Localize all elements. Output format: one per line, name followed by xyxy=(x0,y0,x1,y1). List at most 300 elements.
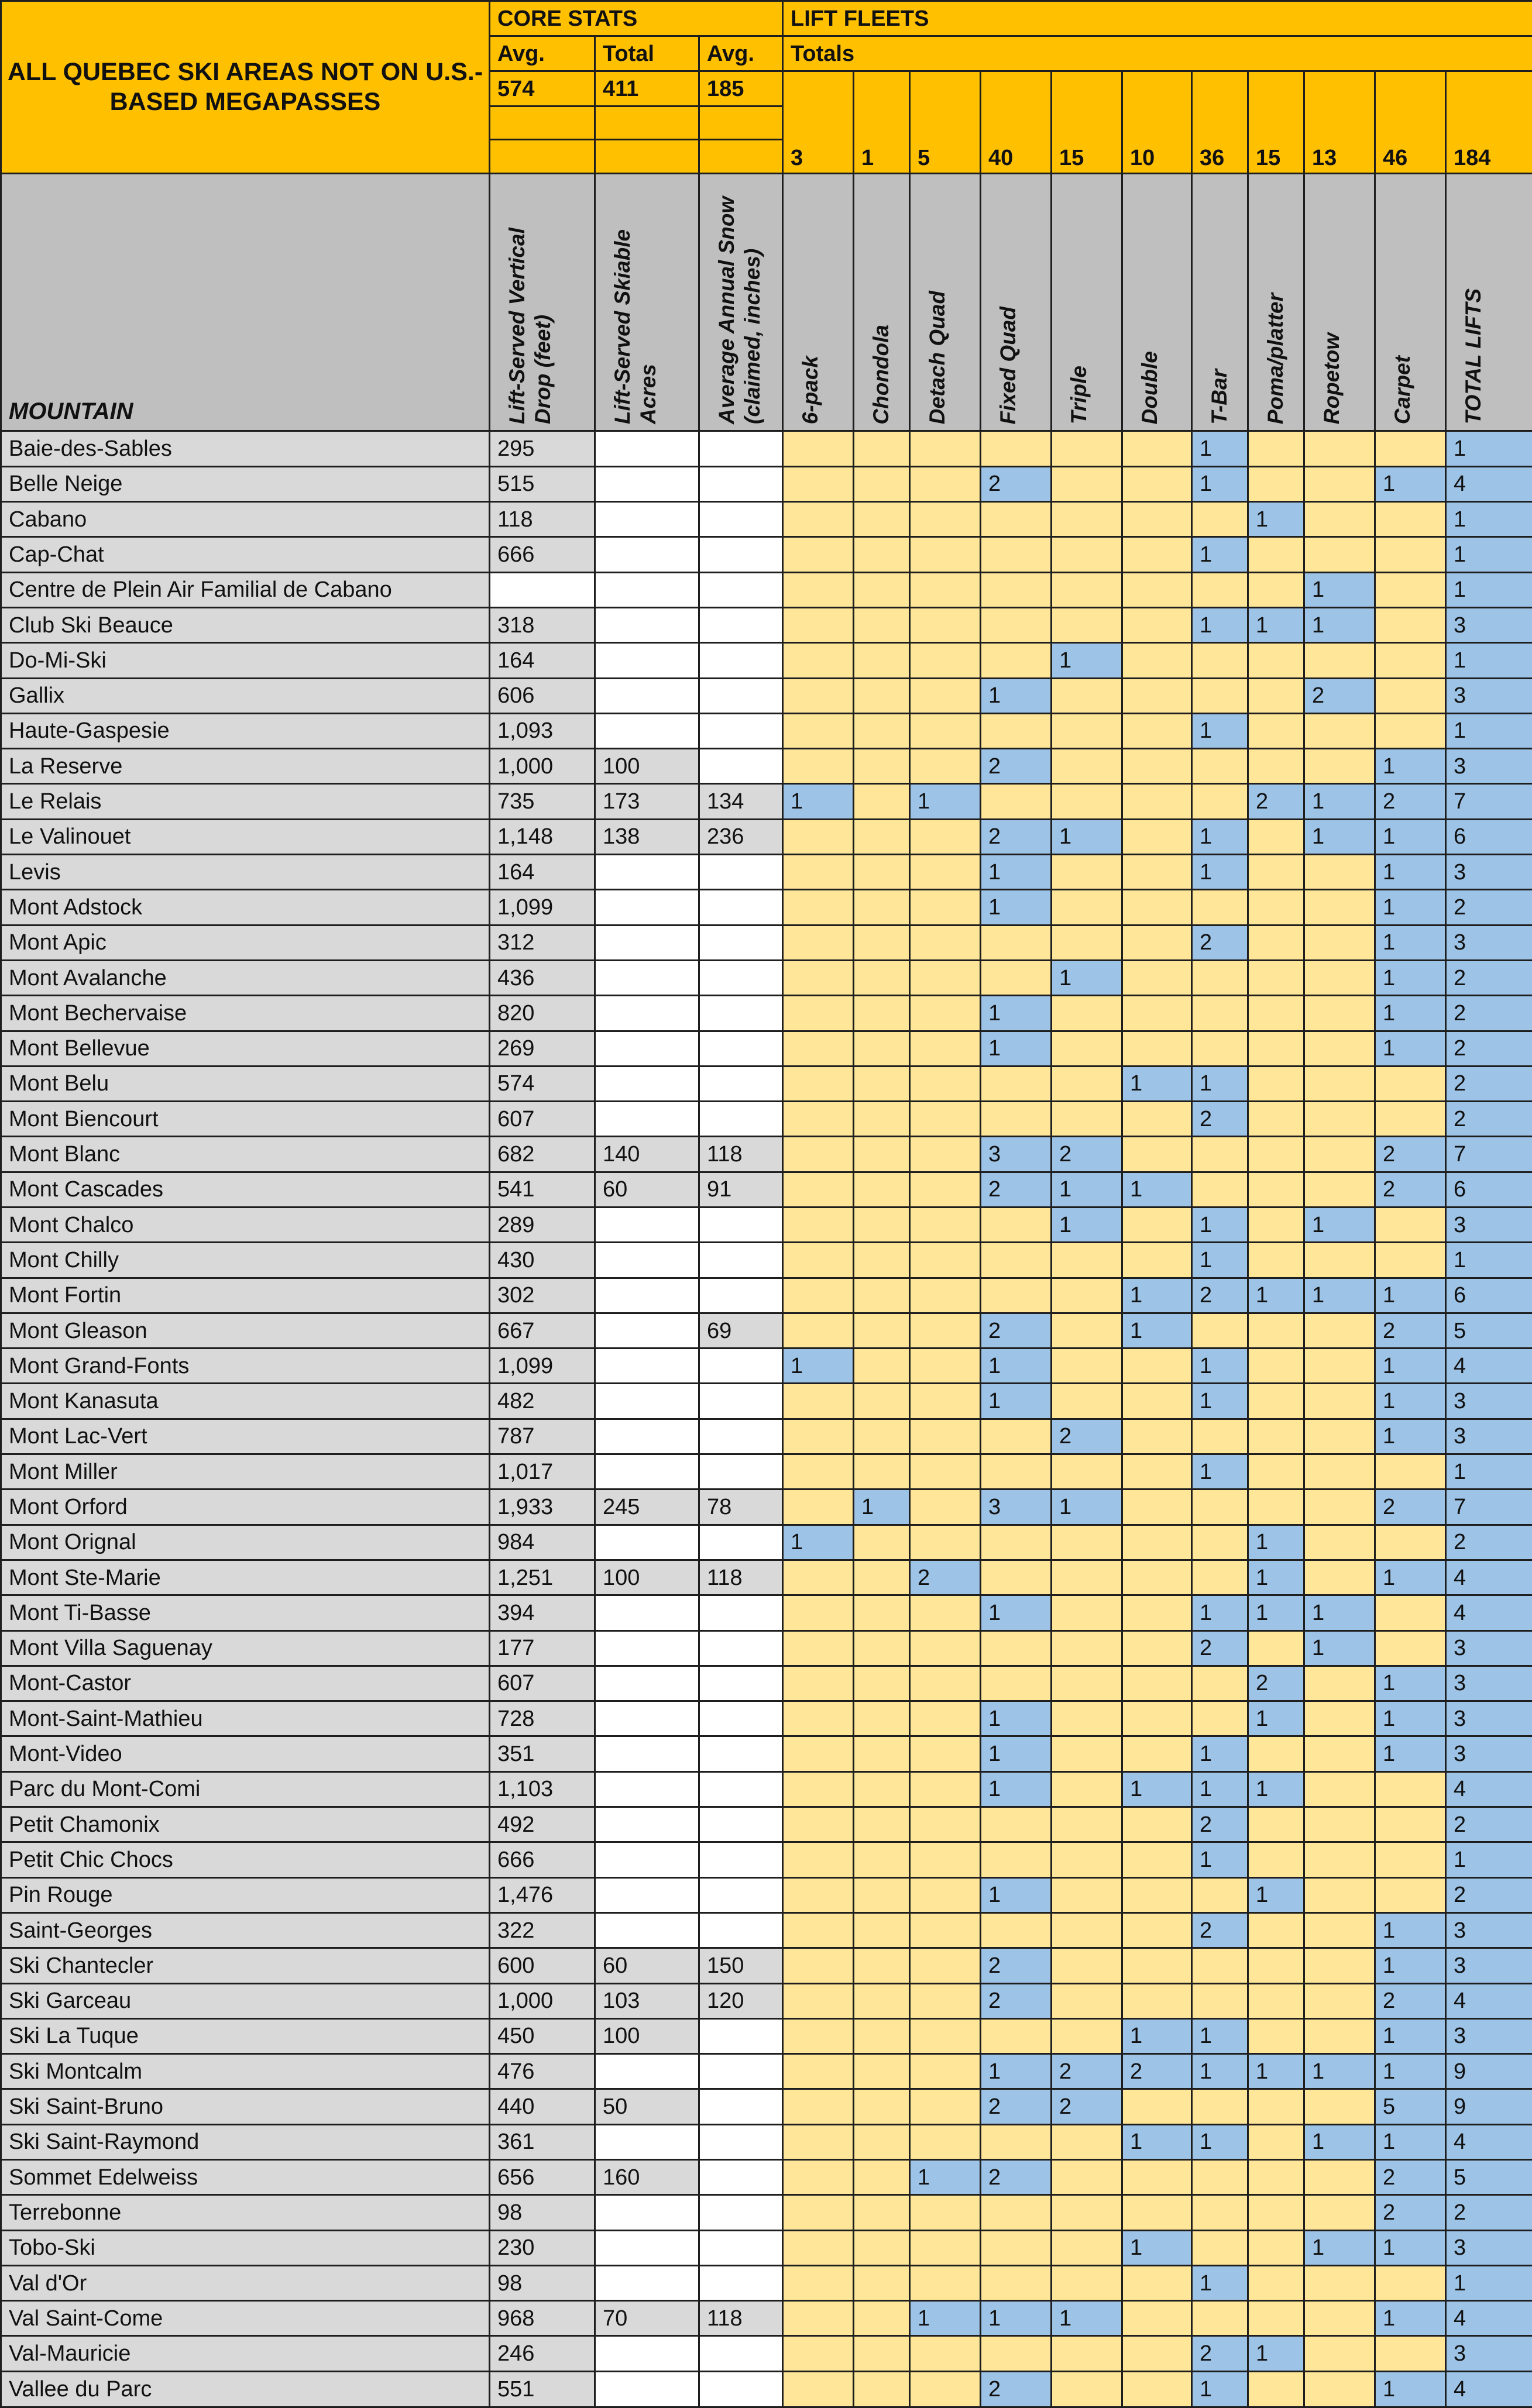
lift-count-cell xyxy=(1375,1595,1446,1630)
lift-count-cell xyxy=(910,925,981,960)
lift-count-cell xyxy=(854,1560,910,1595)
skiable-acres-cell: 103 xyxy=(595,1983,699,2018)
lift-count-cell: 1 xyxy=(1375,819,1446,854)
lift-count-cell xyxy=(1304,2160,1375,2195)
lift-count-cell xyxy=(1122,643,1192,678)
lift-count-cell xyxy=(1375,1877,1446,1912)
mountain-name: Club Ski Beauce xyxy=(1,607,490,642)
lift-count-cell: 1 xyxy=(981,1384,1052,1419)
annual-snow-cell xyxy=(699,2336,783,2371)
mountain-name: Ski Saint-Bruno xyxy=(1,2089,490,2124)
lift-count-cell: 1 xyxy=(1304,819,1375,854)
lift-count-cell xyxy=(910,890,981,925)
total-lifts-cell: 1 xyxy=(1446,2265,1532,2300)
lift-count-cell xyxy=(1052,1912,1122,1948)
lift-count-cell xyxy=(981,2195,1052,2230)
skiable-acres-cell xyxy=(595,925,699,960)
annual-snow-cell xyxy=(699,1877,783,1912)
lift-count-cell xyxy=(1304,2336,1375,2371)
lift-count-cell xyxy=(1122,890,1192,925)
skiable-acres-cell xyxy=(595,1807,699,1842)
lift-count-cell xyxy=(910,2089,981,2124)
lift-count-cell xyxy=(783,1172,854,1207)
annual-snow-cell xyxy=(699,1807,783,1842)
stat-blank xyxy=(490,140,595,173)
lift-count-cell: 1 xyxy=(1375,1278,1446,1313)
skiable-acres-cell xyxy=(595,2124,699,2159)
annual-snow-cell xyxy=(699,1102,783,1137)
annual-snow-cell xyxy=(699,2265,783,2300)
mountain-name: Mont Grand-Fonts xyxy=(1,1349,490,1384)
mountain-name: Ski Montcalm xyxy=(1,2054,490,2089)
lift-count-cell: 1 xyxy=(1375,855,1446,890)
total-lifts-cell: 4 xyxy=(1446,1771,1532,1807)
lift-count-cell xyxy=(854,1771,910,1807)
lift-count-cell xyxy=(1052,2160,1122,2195)
lift-count-cell: 1 xyxy=(910,784,981,819)
lift-count-cell xyxy=(1248,1172,1304,1207)
lift-count-cell: 2 xyxy=(981,2089,1052,2124)
lift-count-cell xyxy=(910,2124,981,2159)
table-row xyxy=(1,925,1532,960)
lift-count-cell xyxy=(854,2195,910,2230)
annual-snow-cell xyxy=(699,2195,783,2230)
lift-count-cell: 1 xyxy=(1052,1489,1122,1525)
lift-count-cell: 1 xyxy=(1122,1313,1192,1348)
lift-count-cell xyxy=(854,502,910,537)
skiable-acres-cell xyxy=(595,502,699,537)
lift-count-cell xyxy=(1122,2265,1192,2300)
lift-count-cell: 2 xyxy=(1052,1419,1122,1454)
lift-count-cell xyxy=(854,1137,910,1172)
lift-count-cell: 1 xyxy=(1304,1207,1375,1242)
lift-count-cell xyxy=(854,2265,910,2300)
lift-count-cell xyxy=(854,855,910,890)
lift-count-cell: 1 xyxy=(1122,1066,1192,1101)
lift-count-cell: 1 xyxy=(1248,1525,1304,1560)
stat-value-acres: 411 xyxy=(595,71,699,106)
lift-count-cell: 1 xyxy=(1304,2054,1375,2089)
lift-count-cell xyxy=(910,1419,981,1454)
vertical-drop-cell: 666 xyxy=(490,537,595,572)
total-lifts-cell: 2 xyxy=(1446,1525,1532,1560)
total-lifts-cell: 3 xyxy=(1446,925,1532,960)
lift-count-cell xyxy=(910,1031,981,1066)
lift-count-cell xyxy=(1052,2124,1122,2159)
lift-count-cell xyxy=(1122,1525,1192,1560)
total-lifts-cell: 2 xyxy=(1446,1031,1532,1066)
vertical-drop-cell: 302 xyxy=(490,1278,595,1313)
lift-count-cell xyxy=(1375,1243,1446,1278)
lift-count-cell: 1 xyxy=(1192,2265,1248,2300)
chondola-header: Chondola xyxy=(854,173,910,431)
lift-count-cell xyxy=(1248,1243,1304,1278)
lift-count-cell xyxy=(1248,2124,1304,2159)
lift-count-cell xyxy=(854,1948,910,1983)
lift-count-cell xyxy=(1052,502,1122,537)
lift-count-cell: 1 xyxy=(1375,890,1446,925)
lift-count-cell xyxy=(783,502,854,537)
stat-blank xyxy=(595,106,699,140)
lift-count-cell xyxy=(854,819,910,854)
total-lifts-cell: 5 xyxy=(1446,1313,1532,1348)
skiable-acres-cell xyxy=(595,2371,699,2407)
skiable-acres-cell xyxy=(595,2336,699,2371)
lift-count-cell xyxy=(981,572,1052,607)
lift-count-cell: 2 xyxy=(1052,1137,1122,1172)
lift-count-cell xyxy=(783,1031,854,1066)
lift-count-cell xyxy=(1304,2089,1375,2124)
lift-count-cell xyxy=(783,1278,854,1313)
lift-count-cell xyxy=(854,1066,910,1101)
table-row xyxy=(1,1349,1532,1384)
lift-total-poma-platter: 15 xyxy=(1248,71,1304,173)
lift-count-cell xyxy=(1304,1983,1375,2018)
lift-count-cell xyxy=(910,996,981,1031)
lift-count-cell xyxy=(783,1102,854,1137)
mountain-name: Le Valinouet xyxy=(1,819,490,854)
lift-count-cell xyxy=(1122,1948,1192,1983)
lift-count-cell xyxy=(1192,960,1248,995)
skiable-acres-cell xyxy=(595,466,699,501)
lift-count-cell xyxy=(783,2089,854,2124)
annual-snow-cell: 91 xyxy=(699,1172,783,1207)
lift-count-cell xyxy=(783,2371,854,2407)
lift-count-cell xyxy=(783,572,854,607)
lift-count-cell xyxy=(1122,1384,1192,1419)
lift-count-cell xyxy=(1248,2265,1304,2300)
lift-count-cell xyxy=(1052,1807,1122,1842)
skiable-acres-cell xyxy=(595,890,699,925)
lift-count-cell xyxy=(854,1031,910,1066)
lift-count-cell xyxy=(783,1137,854,1172)
lift-count-cell xyxy=(1052,2371,1122,2407)
lift-count-cell xyxy=(1122,607,1192,642)
annual-snow-cell xyxy=(699,890,783,925)
lift-count-cell xyxy=(783,1489,854,1525)
lift-count-cell xyxy=(854,960,910,995)
mountain-name: Mont Ti-Basse xyxy=(1,1595,490,1630)
lift-count-cell xyxy=(1304,537,1375,572)
annual-snow-cell xyxy=(699,607,783,642)
lift-count-cell xyxy=(783,537,854,572)
lift-count-cell xyxy=(910,643,981,678)
lift-count-cell xyxy=(910,1278,981,1313)
lift-count-cell xyxy=(981,1419,1052,1454)
total-lifts-cell: 1 xyxy=(1446,502,1532,537)
mountain-name: Mont Kanasuta xyxy=(1,1384,490,1419)
annual-snow-cell xyxy=(699,1842,783,1877)
lift-count-cell xyxy=(1304,1384,1375,1419)
vertical-drop-cell: 1,017 xyxy=(490,1454,595,1489)
total-lifts-cell: 3 xyxy=(1446,1419,1532,1454)
total-lifts-cell: 3 xyxy=(1446,1630,1532,1666)
lift-count-cell xyxy=(854,784,910,819)
lift-count-cell: 1 xyxy=(1375,1560,1446,1595)
t-bar-header: T-Bar xyxy=(1192,173,1248,431)
lift-count-cell xyxy=(854,925,910,960)
vertical-drop-cell: 607 xyxy=(490,1102,595,1137)
lift-count-cell xyxy=(910,2230,981,2265)
vertical-drop-cell: 98 xyxy=(490,2195,595,2230)
table-row xyxy=(1,678,1532,713)
table-row xyxy=(1,2336,1532,2371)
lift-count-cell xyxy=(1248,1349,1304,1384)
skiable-acres-cell xyxy=(595,572,699,607)
vertical-drop-cell: 482 xyxy=(490,1384,595,1419)
lift-total-fixed-quad: 40 xyxy=(981,71,1052,173)
lift-count-cell xyxy=(910,2018,981,2053)
lift-count-cell: 2 xyxy=(1248,1666,1304,1701)
skiable-acres-cell: 160 xyxy=(595,2160,699,2195)
lift-count-cell xyxy=(1248,925,1304,960)
lift-count-cell xyxy=(783,1384,854,1419)
mountain-name: Mont Biencourt xyxy=(1,1102,490,1137)
lift-count-cell xyxy=(783,1983,854,2018)
lift-count-cell: 2 xyxy=(1375,1983,1446,2018)
lift-count-cell xyxy=(1304,1349,1375,1384)
annual-snow-cell xyxy=(699,1349,783,1384)
lift-count-cell: 1 xyxy=(981,890,1052,925)
lift-count-cell xyxy=(1304,1137,1375,1172)
total-lifts-cell: 4 xyxy=(1446,1983,1532,2018)
lift-count-cell xyxy=(910,1877,981,1912)
table-row xyxy=(1,1877,1532,1912)
lift-count-cell xyxy=(854,2124,910,2159)
annual-snow-cell xyxy=(699,996,783,1031)
lift-count-cell xyxy=(1122,925,1192,960)
skiable-acres-cell xyxy=(595,1525,699,1560)
lift-count-cell: 1 xyxy=(1192,537,1248,572)
lift-count-cell xyxy=(1122,1137,1192,1172)
table-row xyxy=(1,890,1532,925)
lift-count-cell xyxy=(910,678,981,713)
lift-count-cell xyxy=(910,1313,981,1348)
lift-count-cell xyxy=(854,2336,910,2371)
lift-count-cell: 1 xyxy=(910,2301,981,2336)
mountain-name: Mont-Video xyxy=(1,1736,490,1771)
lift-count-cell xyxy=(1375,1066,1446,1101)
lift-count-cell: 2 xyxy=(981,2371,1052,2407)
skiable-acres-cell: 173 xyxy=(595,784,699,819)
lift-count-cell xyxy=(1375,2336,1446,2371)
lift-count-cell: 1 xyxy=(1052,1207,1122,1242)
lift-count-cell: 1 xyxy=(1192,2371,1248,2407)
lift-count-cell: 1 xyxy=(1375,2018,1446,2053)
vertical-drop-cell: 164 xyxy=(490,643,595,678)
lift-count-cell: 1 xyxy=(981,1349,1052,1384)
lift-count-cell xyxy=(783,1701,854,1736)
lift-count-cell: 1 xyxy=(981,2301,1052,2336)
lift-count-cell: 1 xyxy=(854,1489,910,1525)
lift-count-cell xyxy=(1122,1877,1192,1912)
lift-count-cell xyxy=(1375,2265,1446,2300)
skiable-acres-cell xyxy=(595,1384,699,1419)
lift-count-cell: 3 xyxy=(981,1489,1052,1525)
lift-count-cell xyxy=(783,1207,854,1242)
total-lifts-cell: 3 xyxy=(1446,1736,1532,1771)
skiable-acres-cell xyxy=(595,1912,699,1948)
lift-count-cell xyxy=(1304,2195,1375,2230)
lift-count-cell xyxy=(1052,431,1122,466)
lift-count-cell xyxy=(910,960,981,995)
lift-count-cell xyxy=(1122,1595,1192,1630)
skiable-acres-cell xyxy=(595,1066,699,1101)
lift-count-cell xyxy=(910,607,981,642)
skiable-acres-cell: 70 xyxy=(595,2301,699,2336)
triple-header: Triple xyxy=(1052,173,1122,431)
lift-count-cell xyxy=(981,502,1052,537)
lift-count-cell xyxy=(1304,1102,1375,1137)
lift-count-cell xyxy=(1122,2195,1192,2230)
lift-count-cell xyxy=(1122,1102,1192,1137)
lift-count-cell xyxy=(910,1701,981,1736)
skiable-acres-cell xyxy=(595,1736,699,1771)
skiable-acres-cell xyxy=(595,1630,699,1666)
lift-count-cell: 1 xyxy=(1375,1912,1446,1948)
lift-count-cell xyxy=(1248,1912,1304,1948)
total-lifts-cell: 3 xyxy=(1446,1701,1532,1736)
annual-snow-cell xyxy=(699,572,783,607)
lift-count-cell: 1 xyxy=(1375,2054,1446,2089)
total-lifts-cell: 1 xyxy=(1446,1842,1532,1877)
lift-count-cell xyxy=(1304,996,1375,1031)
vertical-drop-cell: 361 xyxy=(490,2124,595,2159)
total-lifts-cell: 4 xyxy=(1446,2371,1532,2407)
mountain-name: Terrebonne xyxy=(1,2195,490,2230)
lift-count-cell: 2 xyxy=(981,749,1052,784)
lift-count-cell xyxy=(783,2160,854,2195)
lift-count-cell xyxy=(1192,1560,1248,1595)
lift-count-cell xyxy=(854,1842,910,1877)
mountain-name: Parc du Mont-Comi xyxy=(1,1771,490,1807)
lift-count-cell xyxy=(1248,749,1304,784)
skiable-acres-cell xyxy=(595,1877,699,1912)
total-lifts-cell: 3 xyxy=(1446,749,1532,784)
lift-count-cell xyxy=(981,2230,1052,2265)
mountain-name: Mont Orford xyxy=(1,1489,490,1525)
vertical-drop-cell: 246 xyxy=(490,2336,595,2371)
annual-snow-cell xyxy=(699,537,783,572)
annual-snow-cell xyxy=(699,960,783,995)
table-row xyxy=(1,2371,1532,2407)
total-lifts-cell: 9 xyxy=(1446,2054,1532,2089)
lift-count-cell xyxy=(1304,1313,1375,1348)
lift-count-cell xyxy=(981,1842,1052,1877)
lift-count-cell xyxy=(854,1983,910,2018)
table-row xyxy=(1,1736,1532,1771)
mountain-name: Centre de Plein Air Familial de Cabano xyxy=(1,572,490,607)
vertical-drop-cell: 968 xyxy=(490,2301,595,2336)
lift-count-cell xyxy=(981,1525,1052,1560)
lift-count-cell xyxy=(1248,1102,1304,1137)
lift-count-cell xyxy=(854,2018,910,2053)
lift-count-cell xyxy=(783,960,854,995)
lift-count-cell: 2 xyxy=(1304,678,1375,713)
lift-count-cell: 2 xyxy=(981,2160,1052,2195)
lift-count-cell xyxy=(1052,2336,1122,2371)
lift-count-cell xyxy=(981,2124,1052,2159)
lift-count-cell xyxy=(1052,1454,1122,1489)
lift-count-cell xyxy=(910,2195,981,2230)
skiable-acres-cell: 138 xyxy=(595,819,699,854)
lift-count-cell xyxy=(1052,1031,1122,1066)
vertical-drop-cell: 515 xyxy=(490,466,595,501)
lift-count-cell xyxy=(1192,1489,1248,1525)
lift-count-cell xyxy=(854,1630,910,1666)
total-lifts-cell: 3 xyxy=(1446,2018,1532,2053)
table-row xyxy=(1,1842,1532,1877)
lift-count-cell xyxy=(1248,1807,1304,1842)
vertical-drop-cell: 1,103 xyxy=(490,1771,595,1807)
mountain-name: Mont Miller xyxy=(1,1454,490,1489)
lift-count-cell xyxy=(1375,1630,1446,1666)
lift-count-cell xyxy=(1304,1031,1375,1066)
lift-count-cell xyxy=(783,890,854,925)
lift-count-cell xyxy=(1192,749,1248,784)
table-row xyxy=(1,2160,1532,2195)
lift-count-cell xyxy=(1052,1701,1122,1736)
lift-count-cell xyxy=(1304,1771,1375,1807)
table-row xyxy=(1,1031,1532,1066)
lift-count-cell xyxy=(1304,960,1375,995)
lift-count-cell xyxy=(1248,466,1304,501)
lift-count-cell xyxy=(1248,713,1304,748)
mountain-name: Mont Chalco xyxy=(1,1207,490,1242)
lift-count-cell xyxy=(1192,1877,1248,1912)
table-row xyxy=(1,996,1532,1031)
lift-count-cell xyxy=(1304,1066,1375,1101)
stat-sublabel-vertical: Avg. xyxy=(490,36,595,71)
total-lifts-cell: 1 xyxy=(1446,572,1532,607)
lift-count-cell: 1 xyxy=(1248,1595,1304,1630)
lift-count-cell: 1 xyxy=(1375,2124,1446,2159)
lift-count-cell xyxy=(1052,890,1122,925)
skiable-acres-cell xyxy=(595,1771,699,1807)
lift-count-cell: 1 xyxy=(981,1701,1052,1736)
lift-count-cell xyxy=(910,1243,981,1278)
table-row xyxy=(1,2265,1532,2300)
vertical-drop-cell: 666 xyxy=(490,1842,595,1877)
lift-count-cell xyxy=(910,1525,981,1560)
total-lifts-cell: 2 xyxy=(1446,1807,1532,1842)
vertical-drop-cell: 656 xyxy=(490,2160,595,2195)
lift-count-cell xyxy=(854,1701,910,1736)
skiable-acres-cell xyxy=(595,2054,699,2089)
lift-count-cell: 2 xyxy=(1375,1489,1446,1525)
lift-count-cell: 1 xyxy=(1052,643,1122,678)
detach-quad-header: Detach Quad xyxy=(910,173,981,431)
lift-count-cell xyxy=(981,2018,1052,2053)
mountain-name: Mont Avalanche xyxy=(1,960,490,995)
lift-count-cell xyxy=(910,1137,981,1172)
lift-count-cell xyxy=(1122,1419,1192,1454)
table-row xyxy=(1,537,1532,572)
lift-count-cell xyxy=(1304,1489,1375,1525)
lift-count-cell: 5 xyxy=(1375,2089,1446,2124)
lift-count-cell xyxy=(1192,1948,1248,1983)
lift-count-cell: 1 xyxy=(1304,784,1375,819)
lift-count-cell xyxy=(1192,1313,1248,1348)
lift-count-cell xyxy=(1248,2089,1304,2124)
lift-count-cell xyxy=(1304,502,1375,537)
lift-count-cell xyxy=(1375,1454,1446,1489)
lift-count-cell xyxy=(1122,2371,1192,2407)
lift-count-cell: 1 xyxy=(981,1031,1052,1066)
lift-count-cell: 1 xyxy=(1304,1630,1375,1666)
lift-count-cell xyxy=(1304,1842,1375,1877)
lift-count-cell: 1 xyxy=(1248,502,1304,537)
